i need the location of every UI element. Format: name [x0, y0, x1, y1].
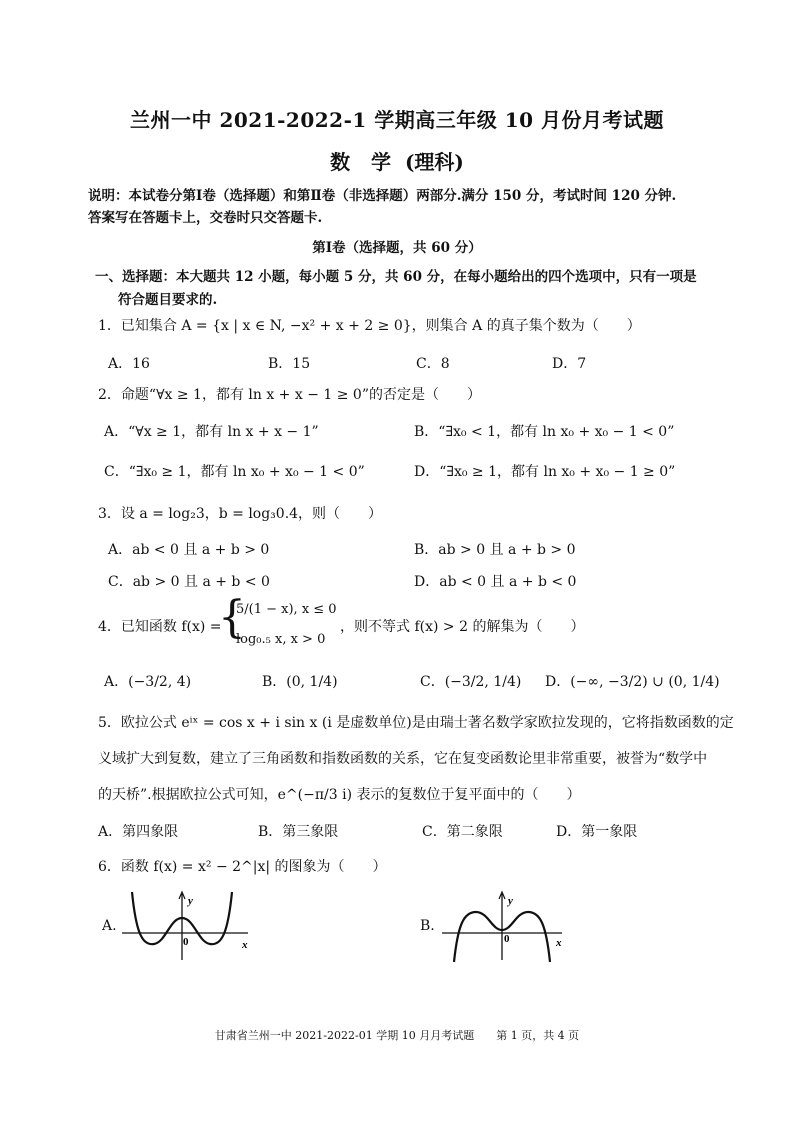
question-4-piece-2: log₀.₅ x, x > 0 — [236, 632, 326, 647]
graph-b-x-label: x — [556, 937, 562, 949]
question-2-option-a: A．“∀x ≥ 1，都有 ln x + x − 1” — [104, 424, 319, 440]
question-3-option-a: A．ab < 0 且 a + b > 0 — [108, 542, 270, 558]
part1-title: 第Ⅰ卷（选择题，共 60 分） — [312, 240, 482, 256]
graph-a-origin: 0 — [183, 936, 189, 948]
question-3-option-b: B．ab > 0 且 a + b > 0 — [414, 542, 576, 558]
graph-b-y-label: y — [508, 895, 513, 907]
instructions-line-1: 说明：本试卷分第Ⅰ卷（选择题）和第Ⅱ卷（非选择题）两部分.满分 150 分，考试时间 120 分钟. — [88, 188, 677, 204]
question-6-stem: 6．函数 f(x) = x² − 2^|x| 的图象为（ ） — [98, 859, 387, 875]
question-6-option-b-label: B. — [420, 918, 435, 934]
question-1-option-a: A．16 — [108, 356, 150, 372]
question-3-option-c: C．ab > 0 且 a + b < 0 — [108, 574, 270, 590]
question-4-stem-prefix: 4．已知函数 f(x) = — [98, 619, 222, 635]
question-4-option-c: C．(−3/2, 1/4) — [420, 674, 522, 690]
question-5-line-3: 的天桥”.根据欧拉公式可知，e^(−π/3 i) 表示的复数位于复平面中的（ ） — [98, 787, 581, 803]
question-1-option-d: D．7 — [552, 356, 587, 372]
exam-title: 兰州一中 2021-2022-1 学期高三年级 10 月份月考试题 — [129, 108, 665, 132]
question-3-stem: 3．设 a = log₂3，b = log₃0.4，则（ ） — [98, 506, 383, 522]
question-4-stem-suffix: ，则不等式 f(x) > 2 的解集为（ ） — [340, 619, 585, 635]
question-5-option-c: C．第二象限 — [422, 824, 503, 840]
graph-b-origin: 0 — [504, 933, 510, 945]
question-4-piece-1: 5/(1 − x), x ≤ 0 — [236, 602, 337, 617]
question-1-option-c: C．8 — [416, 356, 450, 372]
question-2-stem: 2．命题“∀x ≥ 1，都有 ln x + x − 1 ≥ 0”的否定是（ ） — [98, 387, 481, 403]
question-1-option-b: B．15 — [268, 356, 311, 372]
question-5-option-b: B．第三象限 — [258, 824, 339, 840]
instructions-line-2: 答案写在答题卡上，交卷时只交答题卡. — [88, 210, 323, 226]
section1-line-2: 符合题目要求的. — [118, 292, 218, 308]
question-4-option-a: A．(−3/2, 4) — [104, 674, 192, 690]
page-footer: 甘肃省兰州一中 2021-2022-01 学期 10 月月考试题 第 1 页，共 4 页 — [214, 1029, 580, 1042]
question-6-option-a-label: A. — [102, 918, 117, 934]
question-5-line-1: 5．欧拉公式 eⁱˣ = cos x + i sin x (i 是虚数单位)是由瑞士著名数学家欧拉发现的，它将指数函数的定 — [98, 715, 734, 731]
question-2-option-d: D．“∃x₀ ≥ 1，都有 ln x₀ + x₀ − 1 ≥ 0” — [414, 464, 676, 480]
question-5-line-2: 义域扩大到复数，建立了三角函数和指数函数的关系，它在复变函数论里非常重要，被誉为“数学中 — [98, 751, 708, 767]
question-3-option-d: D．ab < 0 且 a + b < 0 — [414, 574, 577, 590]
question-2-option-c: C．“∃x₀ ≥ 1，都有 ln x₀ + x₀ − 1 < 0” — [104, 464, 365, 480]
question-4-option-d: D．(−∞, −3/2) ∪ (0, 1/4) — [545, 674, 720, 690]
question-5-option-d: D．第一象限 — [556, 824, 638, 840]
question-6-graph-b — [440, 888, 590, 963]
section1-line-1: 一、选择题：本大题共 12 小题，每小题 5 分，共 60 分，在每小题给出的四个选项中，只有一项是 — [95, 269, 697, 285]
exam-subtitle: 数 学 (理科) — [330, 150, 464, 174]
question-4-option-b: B．(0, 1/4) — [262, 674, 338, 690]
question-5-option-a: A．第四象限 — [98, 824, 179, 840]
question-1-stem: 1．已知集合 A = {x | x ∈ N, −x² + x + 2 ≥ 0}，则集合 A 的真子集个数为（ ） — [98, 318, 641, 334]
question-2-option-b: B．“∃x₀ < 1，都有 ln x₀ + x₀ − 1 < 0” — [414, 424, 675, 440]
graph-a-x-label: x — [242, 939, 248, 951]
graph-a-y-label: y — [188, 895, 193, 907]
question-6-graph-a — [120, 888, 270, 963]
question-4-brace: { — [218, 592, 246, 643]
